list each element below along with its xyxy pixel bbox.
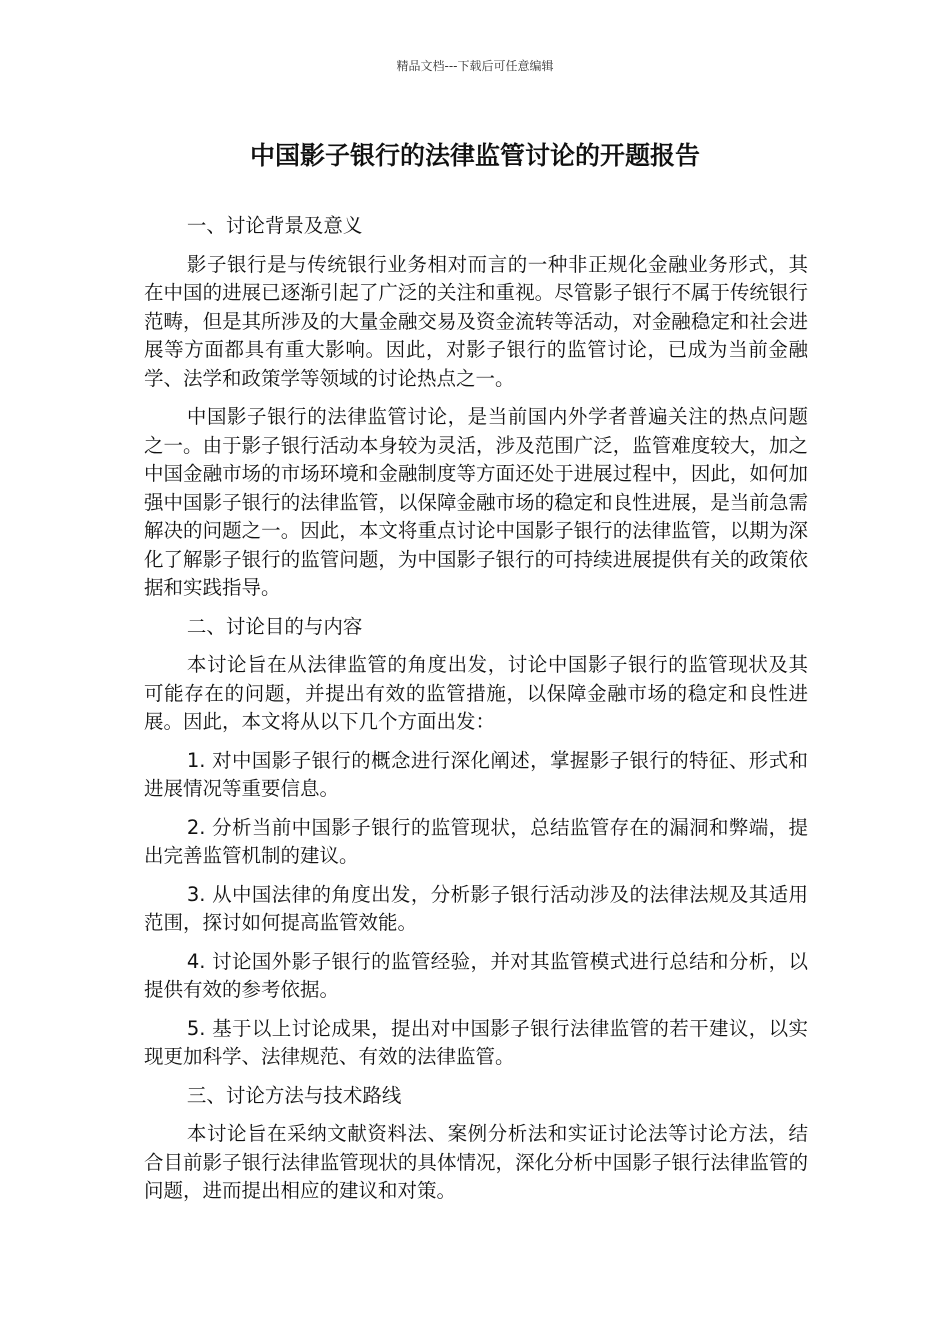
section-2-heading: 二、讨论目的与内容 [186, 614, 363, 638]
section-1-heading: 一、讨论背景及意义 [186, 214, 363, 237]
section-2-list-item-5: 5. 基于以上讨论成果，提出对中国影子银行法律监管的若干建议，以实现更加科学、法律规范、有效的法律监管。 [144, 1016, 808, 1068]
section-3-heading: 三、讨论方法与技术路线 [186, 1083, 402, 1107]
document-body [144, 212, 808, 1216]
section-2-paragraph-1: 本讨论旨在从法律监管的角度出发，讨论中国影子银行的监管现状及其可能存在的问题，并提出有效的监管措施，以保障金融市场的稳定和良性进展。因此，本文将从以下几个方面出发： [144, 653, 808, 733]
section-1-paragraph-1: 影子银行是与传统银行业务相对而言的一种非正规化金融业务形式，其在中国的进展已逐渐引起了广泛的关注和重视。尽管影子银行不属于传统银行范畴，但是其所涉及的大量金融交易及资金流转等活动，对金融稳定和社会进展等方面都具有重大影响。因此，对影子银行的监管讨论，已成为当前金融学、法学和政策学等领域的讨论热点之一。 [144, 252, 808, 390]
document-title: 中国影子银行的法律监管讨论的开题报告 [249, 141, 700, 170]
section-1-paragraph-2: 中国影子银行的法律监管讨论，是当前国内外学者普遍关注的热点问题之一。由于影子银行活动本身较为灵活，涉及范围广泛，监管难度较大，加之中国金融市场的市场环境和金融制度等方面还处于进展过程中，因此，如何加强中国影子银行的法律监管，以保障金融市场的稳定和良性进展，是当前急需解决的问题之一。因此，本文将重点讨论中国影子银行的法律监管，以期为深化了解影子银行的监管问题，为中国影子银行的可持续进展提供有关的政策依据和实践指导。 [144, 405, 808, 599]
section-2-list-item-3: 3. 从中国法律的角度出发，分析影子银行活动涉及的法律法规及其适用范围，探讨如何提高监管效能。 [144, 882, 808, 934]
section-2-list-item-2: 2. 分析当前中国影子银行的监管现状，总结监管存在的漏洞和弊端，提出完善监管机制的建议。 [144, 815, 808, 867]
section-2-list-item-4: 4. 讨论国外影子银行的监管经验，并对其监管模式进行总结和分析，以提供有效的参考依据。 [144, 949, 808, 1001]
section-2-list-item-1: 1. 对中国影子银行的概念进行深化阐述，掌握影子银行的特征、形式和进展情况等重要信息。 [144, 748, 808, 800]
section-3-paragraph-1: 本讨论旨在采纳文献资料法、案例分析法和实证讨论法等讨论方法，结合目前影子银行法律监管现状的具体情况，深化分析中国影子银行法律监管的问题，进而提出相应的建议和对策。 [144, 1122, 808, 1202]
header-note: 精品文档---下载后可任意编辑 [396, 59, 554, 73]
